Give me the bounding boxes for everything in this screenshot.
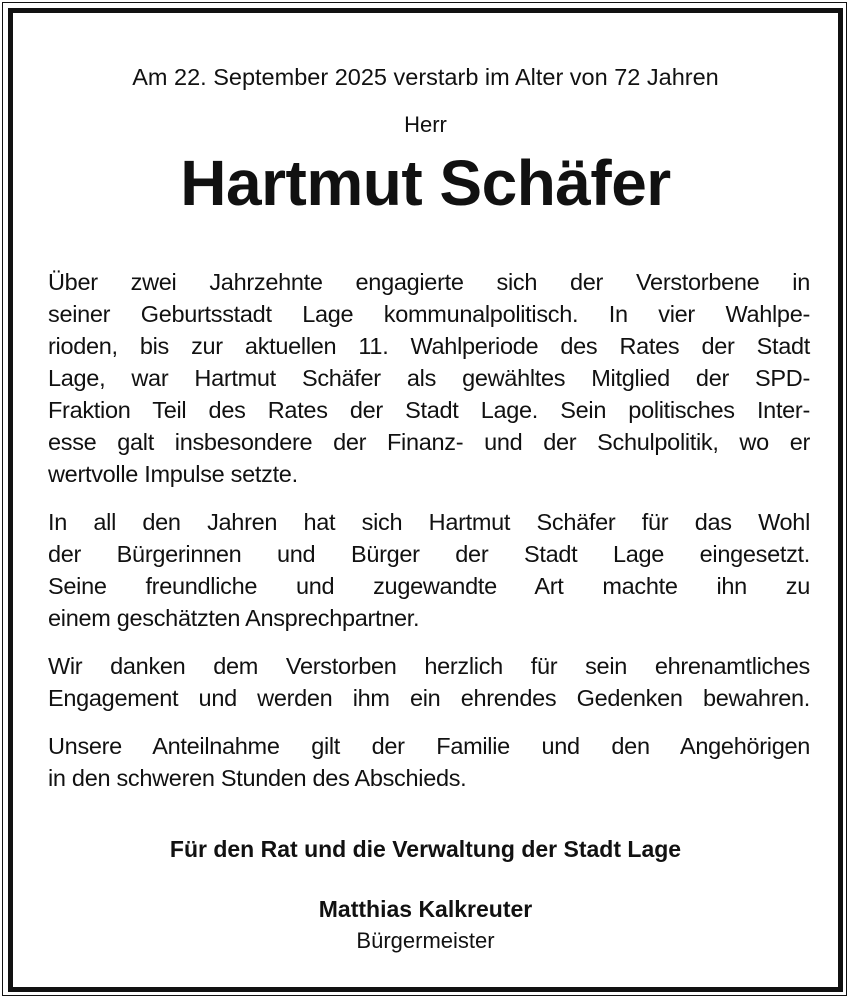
signatory-name: Matthias Kalkreuter: [318, 896, 533, 922]
text-line: Wir danken dem Verstorben herzlich für sein ehrenamtliches: [48, 653, 810, 679]
paragraph-4: [48, 730, 810, 794]
text-line: Lage, war Hartmut Schäfer als gewähltes Mitglied der SPD-: [48, 365, 810, 391]
salutation: Herr: [404, 112, 447, 137]
text-line: Engagement und werden ihm ein ehrendes Gedenken bewahren.: [48, 685, 810, 711]
paragraph-1: [48, 266, 810, 490]
text-line: wertvolle Impulse setzte.: [48, 461, 298, 487]
signatory-title: Bürgermeister: [356, 928, 495, 953]
text-line: einem geschätzten Ansprechpartner.: [48, 605, 420, 631]
closing-line: Für den Rat und die Verwaltung der Stadt Lage: [169, 836, 682, 862]
paragraph-3: [48, 650, 810, 714]
text-line: Seine freundliche und zugewandte Art machte ihn zu: [48, 573, 810, 599]
text-line: seiner Geburtsstadt Lage kommunalpolitisch. In vier Wahlpe-: [48, 301, 810, 327]
text-line: Unsere Anteilnahme gilt der Familie und den Angehörigen: [48, 733, 810, 759]
text-line: der Bürgerinnen und Bürger der Stadt Lage eingesetzt.: [48, 541, 810, 567]
text-line: rioden, bis zur aktuellen 11. Wahlperiode des Rates der Stadt: [48, 333, 810, 359]
text-line: Über zwei Jahrzehnte engagierte sich der Verstorbene in: [48, 269, 810, 295]
deceased-name: Hartmut Schäfer: [180, 147, 671, 219]
text-line: Fraktion Teil des Rates der Stadt Lage. Sein politisches Inter-: [48, 397, 810, 423]
intro-line: Am 22. September 2025 verstarb im Alter von 72 Jahren: [132, 64, 719, 90]
text-line: In all den Jahren hat sich Hartmut Schäfer für das Wohl: [48, 509, 810, 535]
text-line: esse galt insbesondere der Finanz- und der Schulpolitik, wo er: [48, 429, 810, 455]
text-line: in den schweren Stunden des Abschieds.: [48, 765, 467, 791]
paragraph-2: [48, 506, 810, 634]
